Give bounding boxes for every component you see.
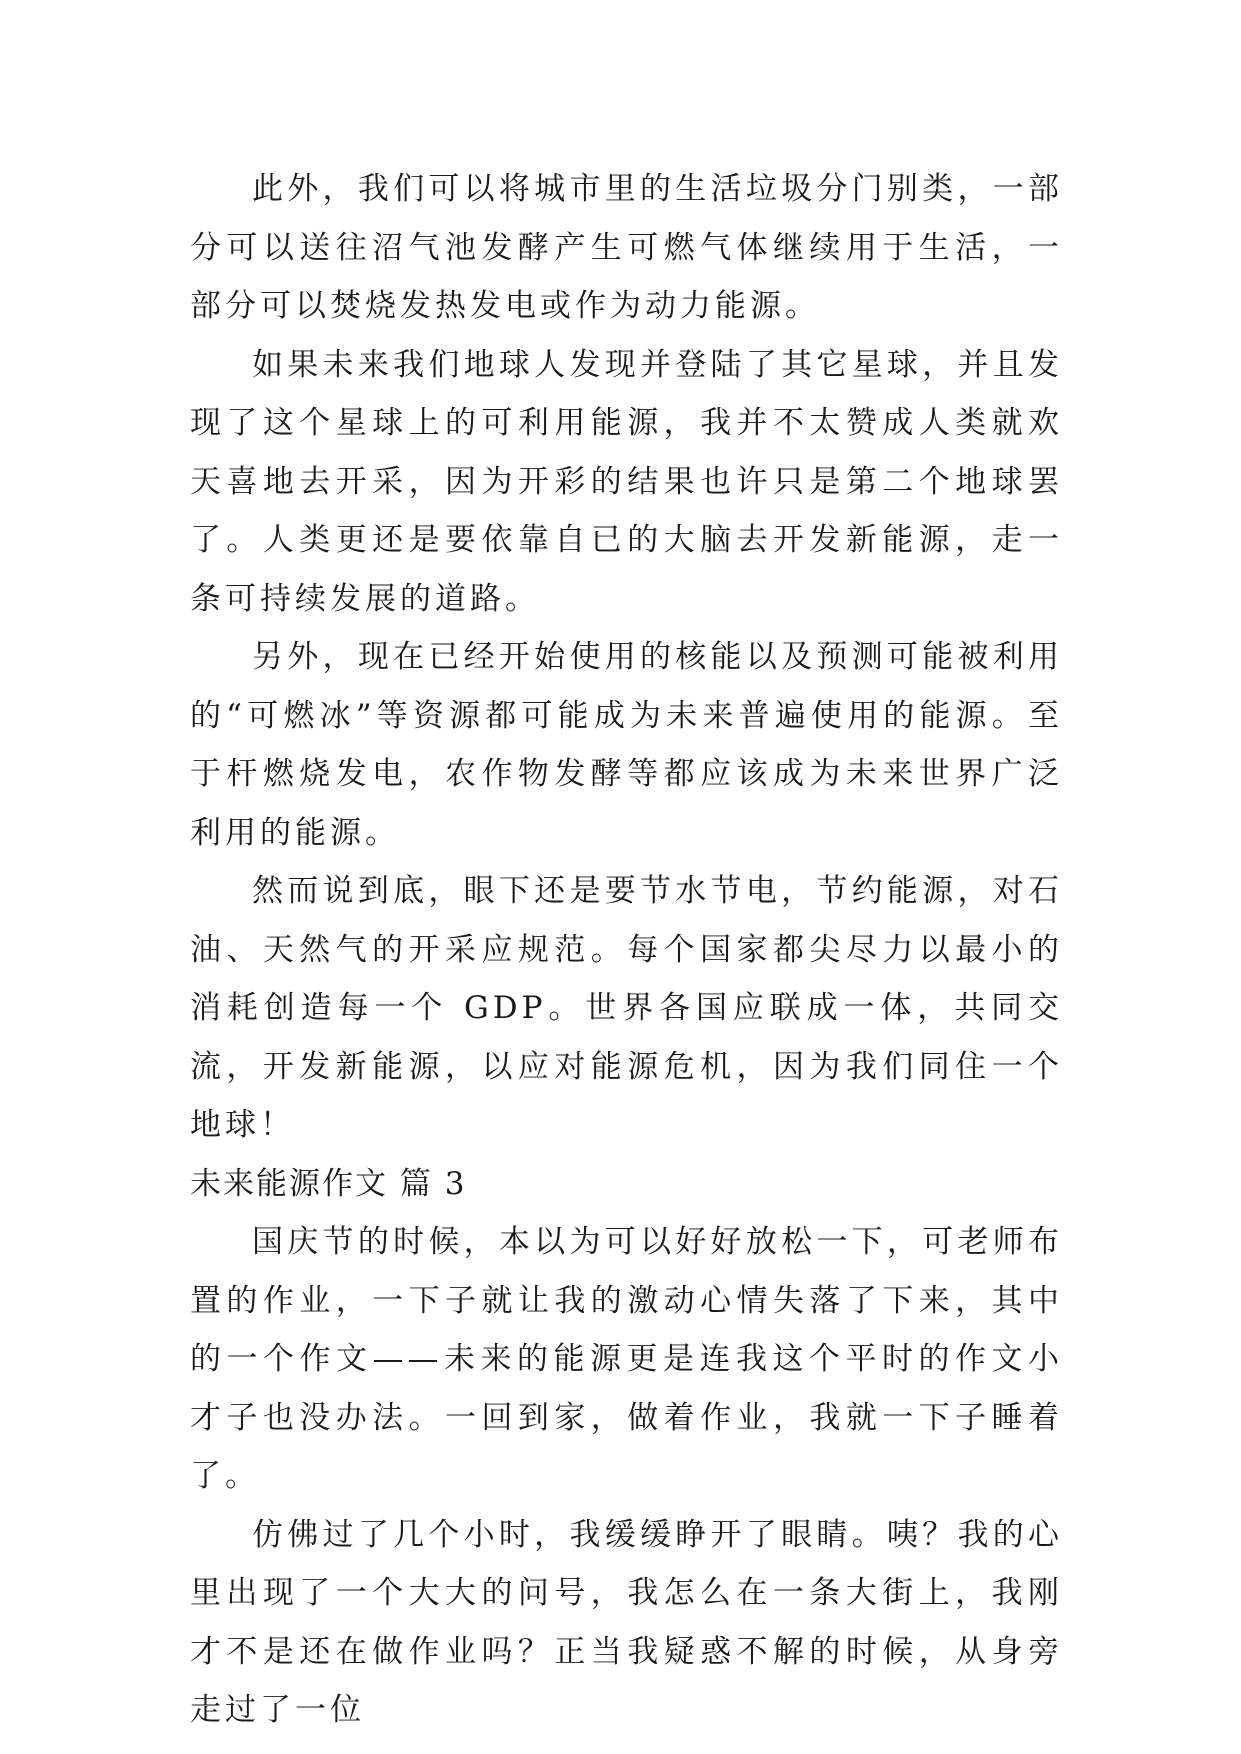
paragraph-wake-up: 仿佛过了几个小时，我缓缓睁开了眼睛。咦？我的心里出现了一个大大的问号，我怎么在一条大街上，我刚才不是还在做作业吗？正当我疑惑不解的时候，从身旁走过了一位 xyxy=(190,1516,1063,1728)
paragraph-save-energy: 然而说到底，眼下还是要节水节电，节约能源，对石油、天然气的开采应规范。每个国家都尖尽力以最小的消耗创造每一个 GDP。世界各国应联成一体，共同交流，开发新能源，以应对能源危机，因为我们同住一个地球！ xyxy=(190,873,1063,1143)
document-body xyxy=(190,160,1063,1740)
paragraph-national-day: 国庆节的时候，本以为可以好好放松一下，可老师布置的作业，一下子就让我的激动心情失落了下来，其中的一个作文——未来的能源更是连我这个平时的作文小才子也没办法。一回到家，做着作业，我就一下子睡着了。 xyxy=(190,1224,1063,1494)
paragraph-nuclear-energy: 另外，现在已经开始使用的核能以及预测可能被利用的“可燃冰”等资源都可能成为未来普遍使用的能源。至于杆燃烧发电，农作物发酵等都应该成为未来世界广泛利用的能源。 xyxy=(190,639,1063,851)
section-title: 未来能源作文 篇 3 xyxy=(190,1165,467,1202)
paragraph-waste-sorting: 此外，我们可以将城市里的生活垃圾分门别类，一部分可以送往沼气池发酵产生可燃气体继续用于生活，一部分可以焚烧发热发电或作为动力能源。 xyxy=(190,171,1063,324)
paragraph-other-planets: 如果未来我们地球人发现并登陆了其它星球，并且发现了这个星球上的可利用能源，我并不太赞成人类就欢天喜地去开采，因为开彩的结果也许只是第二个地球罢了。人类更还是要依靠自已的大脑去开发新能源，走一条可持续发展的道路。 xyxy=(190,346,1063,617)
